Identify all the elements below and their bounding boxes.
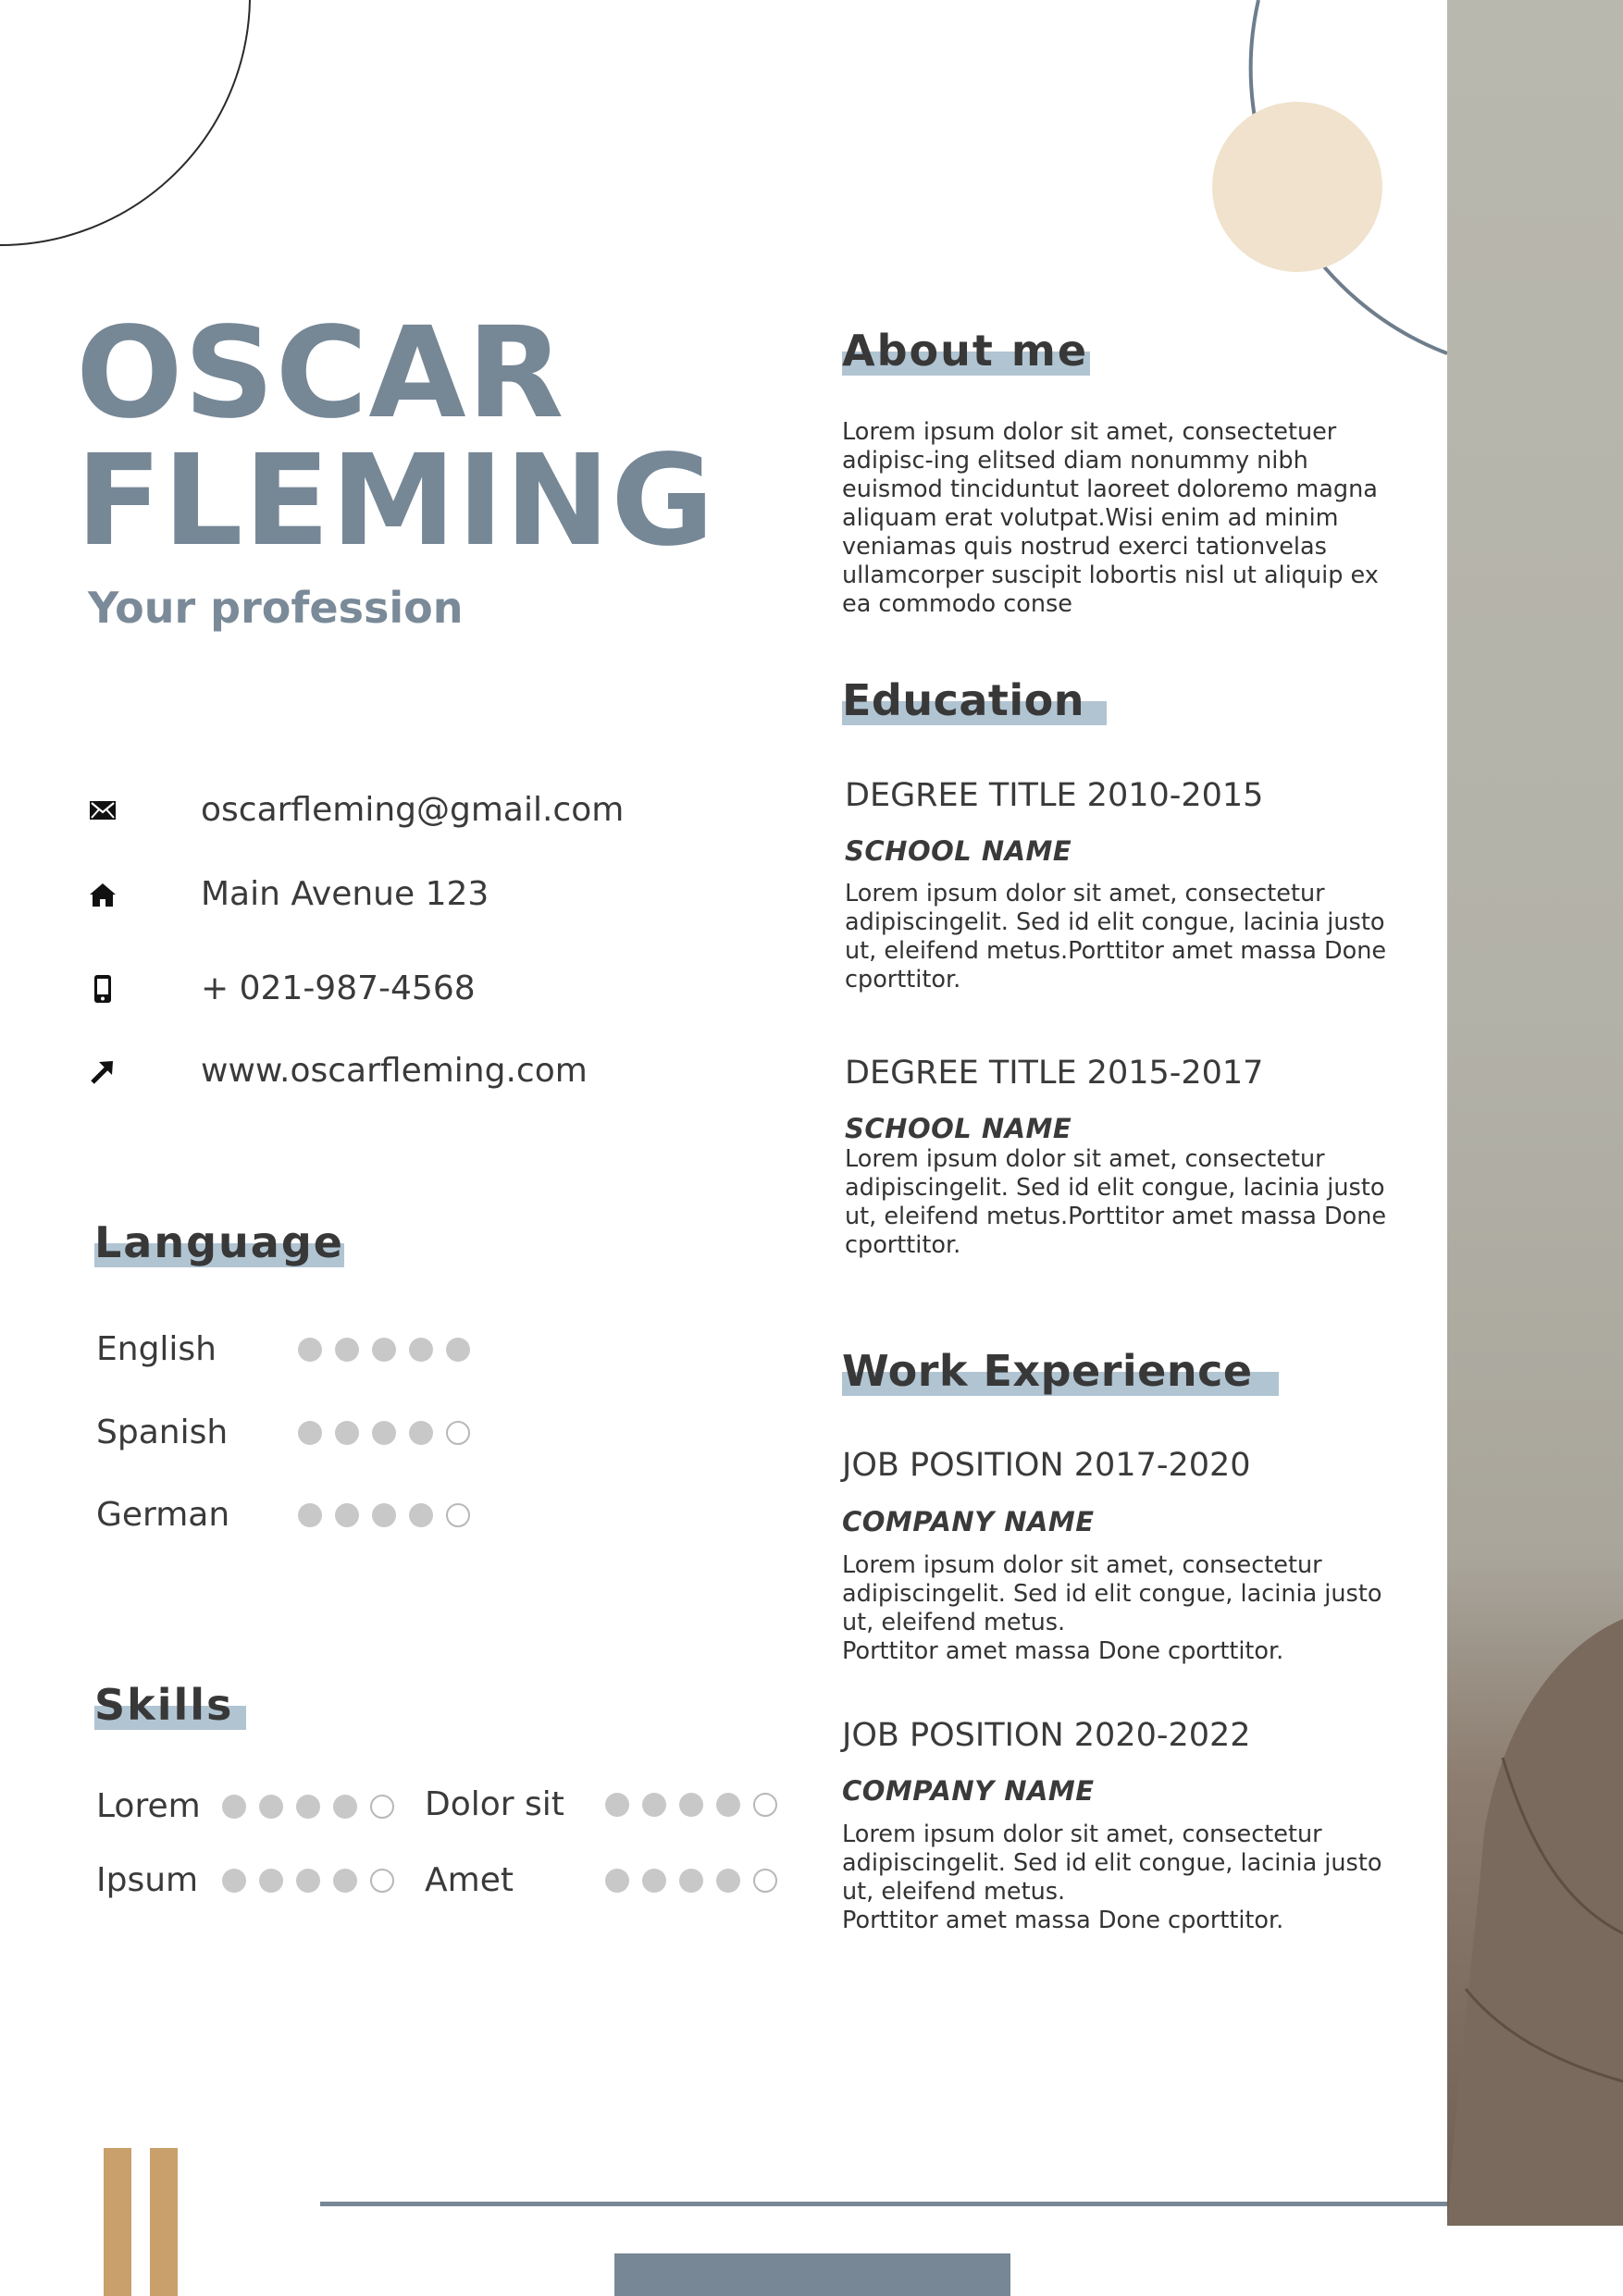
level-dot-empty: [753, 1869, 777, 1893]
about-heading: [842, 326, 1088, 376]
language-row-german: [96, 1496, 470, 1534]
level-dot-filled: [296, 1869, 320, 1893]
language-row-english: [96, 1330, 470, 1368]
skills-heading: [94, 1680, 233, 1730]
education-entry-school: SCHOOL NAME: [845, 835, 1072, 867]
education-entry-title: DEGREE TITLE 2010-2015: [845, 777, 1264, 814]
about-heading-text: About me: [842, 326, 1089, 376]
level-dot-filled: [335, 1421, 359, 1445]
skill-level: [222, 1869, 394, 1893]
language-level: [298, 1338, 470, 1362]
gold-bar-right: [150, 2148, 178, 2296]
full-name: [76, 301, 715, 574]
level-dot-filled: [409, 1421, 433, 1445]
work-entry-text-line: Porttitor amet massa Done cporttitor.: [842, 1907, 1284, 1934]
level-dot-empty: [370, 1869, 394, 1893]
level-dot-filled: [333, 1795, 357, 1819]
level-dot-filled: [259, 1795, 283, 1819]
education-entry-title: DEGREE TITLE 2015-2017: [845, 1055, 1264, 1092]
level-dot-filled: [296, 1795, 320, 1819]
level-dot-filled: [642, 1793, 666, 1817]
education-entry-school: SCHOOL NAME: [845, 1113, 1072, 1144]
level-dot-filled: [446, 1338, 470, 1362]
level-dot-filled: [679, 1869, 703, 1893]
level-dot-filled: [605, 1869, 629, 1893]
profile-photo-panel: [1447, 0, 1623, 2226]
last-name: FLEMING: [76, 428, 715, 574]
contact-phone: [88, 969, 476, 1007]
bottom-divider-line: [320, 2202, 1447, 2206]
level-dot-filled: [716, 1869, 740, 1893]
contact-email: [88, 791, 624, 829]
language-label: German: [96, 1496, 230, 1534]
level-dot-filled: [409, 1503, 433, 1527]
language-level: [298, 1421, 470, 1445]
beige-circle: [1212, 102, 1382, 272]
website-text[interactable]: www.oscarfleming.com: [201, 1052, 588, 1090]
work-entry-text-line: Lorem ipsum dolor sit amet, consectetur adipiscingelit. Sed id elit congue, lacinia justo ut, eleifend metus.: [842, 1821, 1382, 1906]
level-dot-filled: [222, 1869, 246, 1893]
work-entry-text: [842, 1551, 1406, 1666]
skill-row-lorem: [96, 1787, 394, 1825]
work-heading-text: Work Experience: [842, 1346, 1253, 1396]
skill-row-ipsum: [96, 1861, 394, 1899]
level-dot-filled: [642, 1869, 666, 1893]
level-dot-empty: [753, 1793, 777, 1817]
arrow-link-icon: [88, 1056, 118, 1086]
level-dot-empty: [446, 1503, 470, 1527]
skill-level: [605, 1793, 777, 1817]
work-entry-title: JOB POSITION 2017-2020: [842, 1447, 1251, 1484]
contact-website: [88, 1052, 588, 1090]
work-entry-title: JOB POSITION 2020-2022: [842, 1717, 1251, 1754]
gold-bar-left: [104, 2148, 131, 2296]
level-dot-filled: [716, 1793, 740, 1817]
language-label: English: [96, 1330, 217, 1368]
work-entry-company: COMPANY NAME: [842, 1506, 1095, 1537]
about-text: Lorem ipsum dolor sit amet, consectetuer adipisc-ing elitsed diam nonummy nibh euismod tinciduntut laoreet doloremo magna aliquam erat volutpat.Wisi enim ad minim veniamas quis nostrud exerci tationvelas ullamcorper suscipit lobortis nisl ut aliquip ex ea commodo conse: [842, 418, 1379, 618]
skills-heading-text: Skills: [94, 1680, 234, 1730]
level-dot-filled: [679, 1793, 703, 1817]
envelope-icon: [88, 796, 118, 825]
level-dot-filled: [222, 1795, 246, 1819]
language-label: Spanish: [96, 1413, 229, 1451]
skill-label: Amet: [425, 1861, 514, 1899]
level-dot-filled: [372, 1503, 396, 1527]
level-dot-filled: [335, 1338, 359, 1362]
language-row-spanish: [96, 1413, 470, 1451]
skill-level: [222, 1795, 394, 1819]
top-right-arc: [1251, 0, 1447, 353]
phone-text[interactable]: + 021-987-4568: [201, 969, 476, 1007]
first-name: OSCAR: [76, 301, 565, 447]
contact-address: [88, 875, 489, 913]
work-entry-text-line: Porttitor amet massa Done cporttitor.: [842, 1637, 1284, 1665]
level-dot-filled: [335, 1503, 359, 1527]
address-text: Main Avenue 123: [201, 875, 489, 913]
level-dot-filled: [372, 1421, 396, 1445]
language-heading-text: Language: [94, 1217, 344, 1267]
level-dot-filled: [409, 1338, 433, 1362]
level-dot-filled: [298, 1421, 322, 1445]
skill-label: Dolor sit: [425, 1785, 564, 1823]
skill-label: Lorem: [96, 1787, 201, 1825]
skill-row-amet: [425, 1861, 777, 1899]
level-dot-filled: [298, 1503, 322, 1527]
language-level: [298, 1503, 470, 1527]
skill-label: Ipsum: [96, 1861, 199, 1899]
education-entry-text: Lorem ipsum dolor sit amet, consectetur adipiscingelit. Sed id elit congue, lacinia justo ut, eleifend metus.Porttitor amet massa Done cporttitor.: [845, 880, 1387, 994]
skill-level: [605, 1869, 777, 1893]
email-text[interactable]: oscarfleming@gmail.com: [201, 791, 625, 829]
work-heading: [842, 1346, 1253, 1396]
photo-shoulder-shape: [1447, 0, 1623, 2226]
top-left-arc: [0, 0, 250, 245]
work-entry-text: [842, 1821, 1406, 1935]
skill-row-dolor-sit: [425, 1785, 777, 1823]
level-dot-filled: [298, 1338, 322, 1362]
level-dot-filled: [259, 1869, 283, 1893]
education-heading: [842, 675, 1084, 725]
level-dot-empty: [446, 1421, 470, 1445]
level-dot-filled: [372, 1338, 396, 1362]
work-entry-company: COMPANY NAME: [842, 1775, 1095, 1807]
level-dot-filled: [333, 1869, 357, 1893]
education-heading-text: Education: [842, 675, 1085, 725]
work-entry-text-line: Lorem ipsum dolor sit amet, consectetur adipiscingelit. Sed id elit congue, lacinia justo ut, eleifend metus.: [842, 1551, 1382, 1636]
profession-title: Your profession: [88, 583, 464, 633]
level-dot-filled: [605, 1793, 629, 1817]
language-heading: [94, 1217, 344, 1267]
home-icon: [88, 880, 118, 909]
phone-icon: [88, 974, 118, 1004]
level-dot-empty: [370, 1795, 394, 1819]
bottom-accent-block: [614, 2253, 1010, 2296]
education-entry-text: Lorem ipsum dolor sit amet, consectetur adipiscingelit. Sed id elit congue, lacinia justo ut, eleifend metus.Porttitor amet massa Done cporttitor.: [845, 1145, 1387, 1259]
